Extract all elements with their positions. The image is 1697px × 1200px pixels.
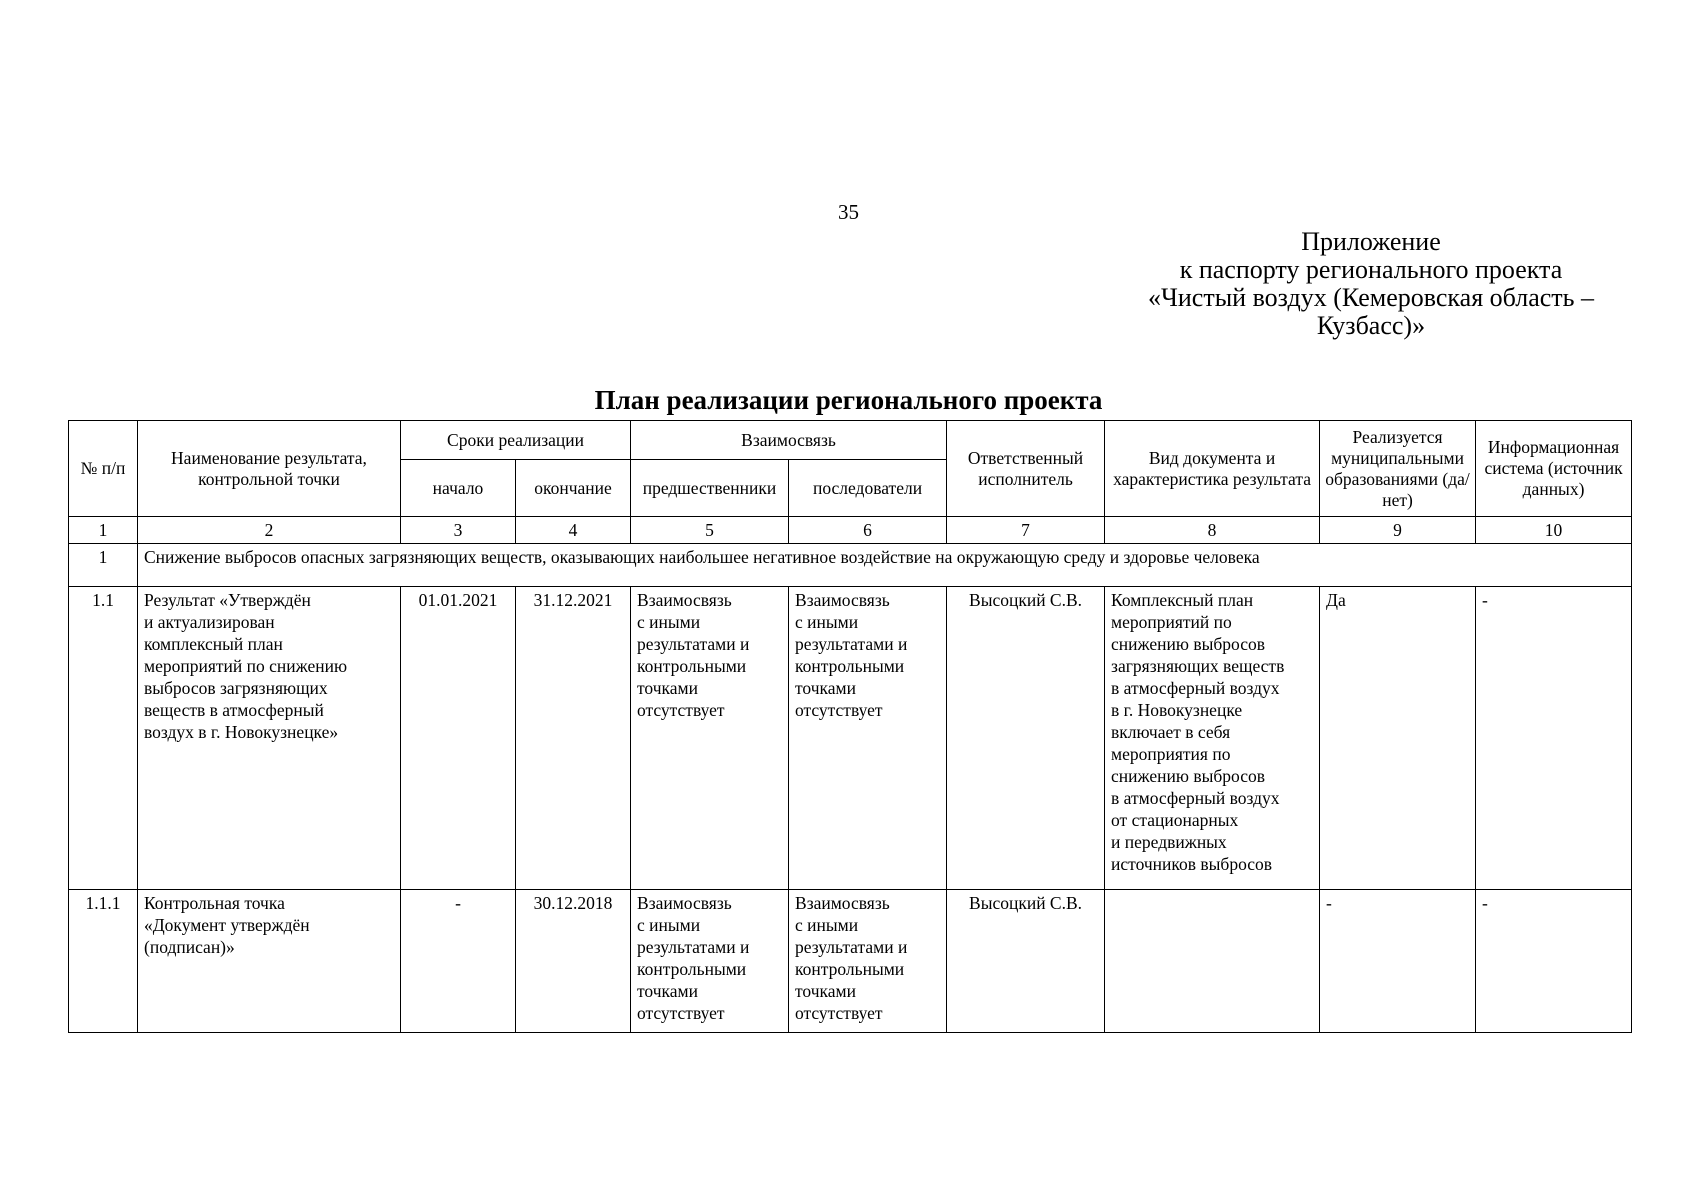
header-municipal: Реализуется муниципальными образованиями (да/нет) xyxy=(1320,421,1476,517)
row-municipal: Да xyxy=(1320,587,1476,890)
table-row xyxy=(69,890,1632,1033)
appendix-line-1: Приложение xyxy=(1301,227,1441,256)
header-relation: Взаимосвязь xyxy=(631,421,947,460)
column-number: 8 xyxy=(1105,517,1320,544)
header-row-1 xyxy=(69,421,1632,460)
row-name: Результат «Утверждён и актуализирован комплексный план мероприятий по снижению выбросов загрязняющих веществ в атмосферный воздух в г. Новокузнецке» xyxy=(138,587,401,890)
header-successors: последователи xyxy=(789,460,947,517)
plan-table xyxy=(68,420,1632,1033)
row-num: 1.1 xyxy=(69,587,138,890)
header-name: Наименование результата, контрольной точки xyxy=(138,421,401,517)
column-number: 10 xyxy=(1476,517,1632,544)
row-doc-type: Комплексный план мероприятий по снижению выбросов загрязняющих веществ в атмосферный воздух в г. Новокузнецке включает в себя мероприятия по снижению выбросов в атмосферный воздух от стационарных и передвижных источников выбросов xyxy=(1105,587,1320,890)
column-number: 2 xyxy=(138,517,401,544)
section-num: 1 xyxy=(69,544,138,587)
header-info-system: Информационная система (источник данных) xyxy=(1476,421,1632,517)
row-successors: Взаимосвязь с иными результатами и контрольными точками отсутствует xyxy=(789,890,947,1033)
appendix-line-2: к паспорту регионального проекта xyxy=(1179,255,1563,284)
appendix-line-4: Кузбасс)» xyxy=(1316,311,1426,340)
row-municipal: - xyxy=(1320,890,1476,1033)
column-number: 4 xyxy=(516,517,631,544)
header-responsible: Ответственный исполнитель xyxy=(947,421,1105,517)
section-row xyxy=(69,544,1632,587)
row-start: - xyxy=(401,890,516,1033)
header-end: окончание xyxy=(516,460,631,517)
column-number: 9 xyxy=(1320,517,1476,544)
column-number: 5 xyxy=(631,517,789,544)
header-start: начало xyxy=(401,460,516,517)
row-predecessors: Взаимосвязь с иными результатами и контрольными точками отсутствует xyxy=(631,587,789,890)
document-title: План реализации регионального проекта xyxy=(594,385,1103,415)
section-text: Снижение выбросов опасных загрязняющих веществ, оказывающих наибольшее негативное воздействие на окружающую среду и здоровье человека xyxy=(138,544,1632,587)
header-dates: Сроки реализации xyxy=(401,421,631,460)
appendix-line-3: «Чистый воздух (Кемеровская область – xyxy=(1147,283,1595,312)
column-number: 6 xyxy=(789,517,947,544)
row-responsible: Высоцкий С.В. xyxy=(947,587,1105,890)
row-num: 1.1.1 xyxy=(69,890,138,1033)
header-predecessors: предшественники xyxy=(631,460,789,517)
row-end: 30.12.2018 xyxy=(516,890,631,1033)
column-number: 1 xyxy=(69,517,138,544)
column-number: 3 xyxy=(401,517,516,544)
page-number: 35 xyxy=(838,200,859,224)
row-info-system: - xyxy=(1476,890,1632,1033)
row-info-system: - xyxy=(1476,587,1632,890)
appendix-note xyxy=(1111,228,1631,340)
row-start: 01.01.2021 xyxy=(401,587,516,890)
table-row xyxy=(69,587,1632,890)
column-numbers-row xyxy=(69,517,1632,544)
row-responsible: Высоцкий С.В. xyxy=(947,890,1105,1033)
header-num: № п/п xyxy=(69,421,138,517)
row-predecessors: Взаимосвязь с иными результатами и контрольными точками отсутствует xyxy=(631,890,789,1033)
row-doc-type xyxy=(1105,890,1320,1033)
header-doc-type: Вид документа и характеристика результата xyxy=(1105,421,1320,517)
column-number: 7 xyxy=(947,517,1105,544)
row-end: 31.12.2021 xyxy=(516,587,631,890)
row-name: Контрольная точка «Документ утверждён (подписан)» xyxy=(138,890,401,1033)
row-successors: Взаимосвязь с иными результатами и контрольными точками отсутствует xyxy=(789,587,947,890)
